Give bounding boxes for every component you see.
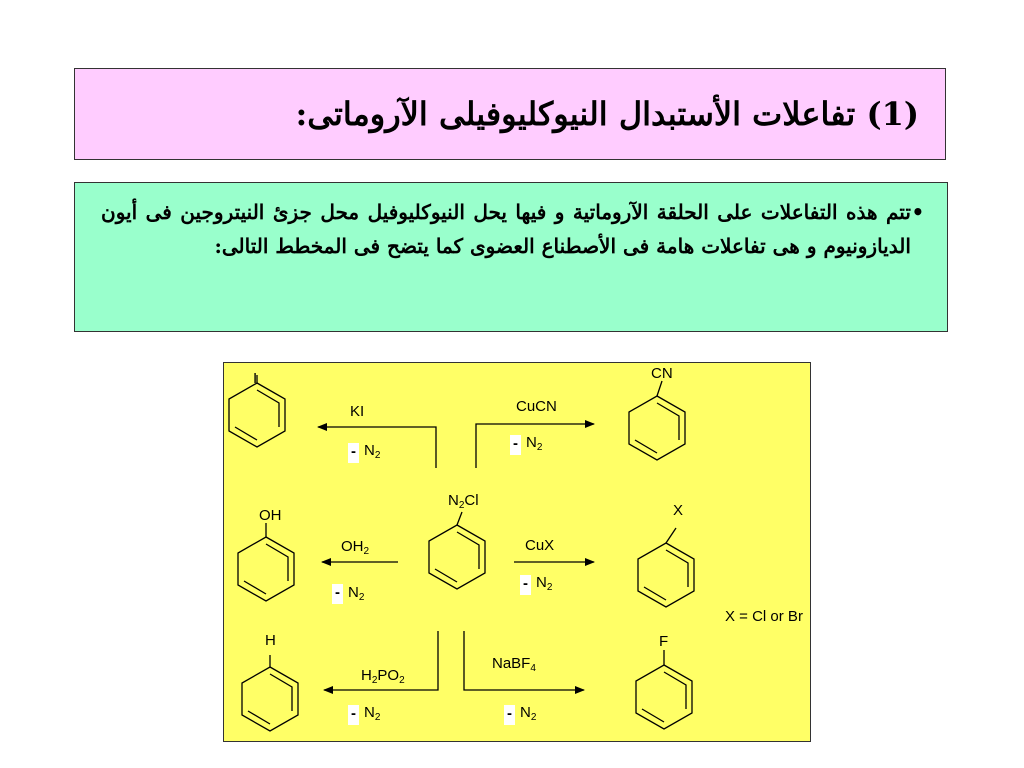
ring-diazonium [429,512,485,589]
reagent-oh2: $OH_2$ [341,538,370,557]
ring-phenol [238,523,294,601]
reagent-ki: KI [350,403,365,420]
iodo-label: I [253,370,258,387]
loss-n2-oh2: $N_2$ [348,584,365,603]
loss-n2-h2po2: $N_2$ [364,704,381,723]
loss-minus-oh2: - [332,584,343,604]
scheme-drawing [224,363,812,743]
halo-label: X [673,502,684,519]
loss-minus-cucn: - [510,435,521,455]
fluoro-label: F [659,633,669,650]
loss-n2-cux: $N_2$ [536,574,553,593]
ring-halobenzene [638,528,694,607]
bullet-text: تتم هذه التفاعلات على الحلقة الآروماتية و فيها يحل النيوكليوفيل محل جزئ النيتروجين فى أيون الديازونيوم و هى تفاعلات هامة فى الأصطناع العضوى كما يتضح فى المخطط التالى: [101,200,911,258]
loss-minus-cux: - [520,575,531,595]
loss-n2-ki: $N_2$ [364,442,381,461]
bullet-item [101,195,925,263]
reagent-h2po2: $H_2PO_2$ [361,667,405,686]
loss-n2-nabf4: $N_2$ [520,704,537,723]
title-box [74,68,946,160]
reaction-scheme [223,362,811,742]
reagent-cux: CuX [525,537,555,554]
reagent-cucn: CuCN [516,398,557,415]
bullet-icon: • [911,200,925,224]
reagent-nabf4: NaBF$_4$ [492,655,536,674]
ring-benzonitrile [629,381,685,460]
loss-minus-h2po2: - [348,705,359,725]
cyano-label: CN [651,365,673,382]
diazonium-label: $N_2Cl$ [448,492,479,511]
ring-benzene [242,655,298,731]
loss-minus-ki: - [348,443,359,463]
halogen-note: X = Cl or Br [725,608,803,625]
hydro-label: H [265,632,276,649]
ring-fluorobenzene [636,650,692,729]
loss-minus-nabf4: - [504,705,515,725]
hydroxy-label: OH [259,507,282,524]
slide-title: (1) تفاعلات الأستبدال النيوكليوفيلى الآروماتى: [295,95,919,133]
bullet-box [74,182,948,332]
loss-n2-cucn: $N_2$ [526,434,543,453]
